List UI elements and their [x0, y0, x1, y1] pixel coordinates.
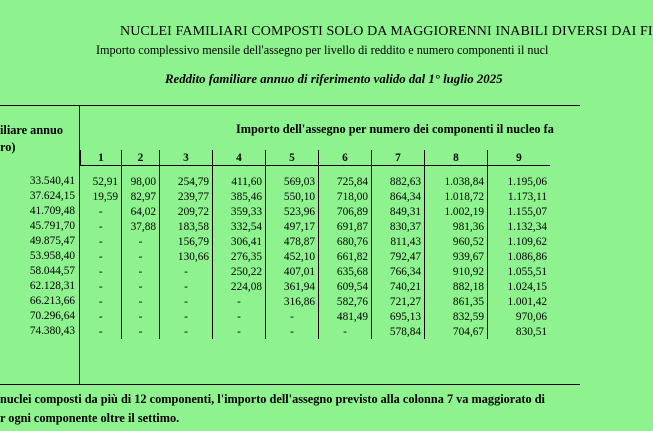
table-row	[81, 324, 551, 339]
amount-cell: -	[266, 324, 319, 339]
amount-cell: -	[160, 309, 213, 324]
amount-cell: 98,00	[122, 166, 160, 190]
income-value: 49.875,47	[29, 235, 75, 247]
amount-cell: 1.001,42	[488, 294, 551, 309]
amount-cell: -	[122, 234, 160, 249]
amount-table	[80, 150, 550, 339]
amount-cell: -	[98, 205, 103, 218]
amount-cell: 52,91	[92, 175, 118, 188]
amount-cell: 740,21	[372, 279, 425, 294]
column-header-7: 7	[372, 150, 425, 166]
amount-cell: 832,59	[425, 309, 488, 324]
column-header-3: 3	[160, 150, 213, 166]
amount-cell: 239,77	[160, 189, 213, 204]
amount-cell: 691,87	[319, 219, 372, 234]
table-bottom-rule	[0, 384, 580, 385]
amount-cell: 385,46	[213, 189, 266, 204]
amount-cell: 864,34	[372, 189, 425, 204]
amount-cell: 359,33	[213, 204, 266, 219]
amount-cell: -	[122, 294, 160, 309]
amount-cell: -	[213, 309, 266, 324]
table-row	[81, 294, 551, 309]
amount-cell: 411,60	[213, 166, 266, 190]
amount-columns-header: Importo dell'assegno per numero dei componenti il nucleo fa	[236, 122, 554, 136]
amount-cell: -	[160, 279, 213, 294]
amount-cell: 1.086,86	[488, 249, 551, 264]
income-value: 37.624,15	[29, 190, 75, 202]
column-header-5: 5	[266, 150, 319, 166]
amount-cell: 19,59	[92, 190, 118, 203]
income-value: 41.709,48	[29, 205, 75, 217]
amount-cell: 609,54	[319, 279, 372, 294]
amount-cell: 792,47	[372, 249, 425, 264]
table-row	[81, 189, 551, 204]
amount-cell: 1.018,72	[425, 189, 488, 204]
amount-cell: 882,63	[372, 166, 425, 190]
amount-cell: 156,79	[160, 234, 213, 249]
amount-cell: -	[98, 295, 103, 308]
amount-cell: 1.024,15	[488, 279, 551, 294]
amount-cell: 37,88	[122, 219, 160, 234]
income-value: 33.540,41	[29, 175, 75, 187]
amount-cell: 1.038,84	[425, 166, 488, 190]
column-header-9: 9	[488, 150, 551, 166]
amount-cell: -	[213, 324, 266, 339]
table-row	[81, 234, 551, 249]
amount-cell: 970,06	[488, 309, 551, 324]
amount-cell: 478,87	[266, 234, 319, 249]
amount-cell: 250,22	[213, 264, 266, 279]
amount-cell: 130,66	[160, 249, 213, 264]
amount-cell: -	[98, 235, 103, 248]
amount-cell: 209,72	[160, 204, 213, 219]
amount-cell: 578,84	[372, 324, 425, 339]
amount-cell: 1.155,07	[488, 204, 551, 219]
amount-cell: -	[266, 309, 319, 324]
column-header-2: 2	[122, 150, 160, 166]
footnote-line2: r ogni componente oltre il settimo.	[0, 411, 180, 425]
table-row	[81, 204, 551, 219]
amount-cell: -	[122, 249, 160, 264]
column-header-1: 1	[81, 150, 122, 166]
amount-cell: 861,35	[425, 294, 488, 309]
amount-cell: 680,76	[319, 234, 372, 249]
amount-cell: -	[160, 324, 213, 339]
amount-cell: 332,54	[213, 219, 266, 234]
amount-cell: 452,10	[266, 249, 319, 264]
table-row	[81, 249, 551, 264]
amount-cell: 910,92	[425, 264, 488, 279]
footnote-line1: nuclei composti da più di 12 componenti, l'importo dell'assegno previsto alla colonna 7 va maggiorato di	[0, 392, 545, 406]
amount-cell: 721,27	[372, 294, 425, 309]
income-value: 58.044,57	[29, 265, 75, 277]
amount-cell: 706,89	[319, 204, 372, 219]
amount-cell: -	[122, 309, 160, 324]
income-column	[0, 166, 75, 339]
amount-cell: 497,17	[266, 219, 319, 234]
amount-cell: -	[319, 324, 372, 339]
page-subtitle: Importo complessivo mensile dell'assegno per livello di reddito e numero componenti il nucl	[96, 43, 549, 57]
amount-cell: 407,01	[266, 264, 319, 279]
income-value: 70.296,64	[29, 310, 75, 322]
amount-cell: 582,76	[319, 294, 372, 309]
amount-cell: 523,96	[266, 204, 319, 219]
income-value: 62.128,31	[29, 280, 75, 292]
footnote	[0, 390, 545, 428]
amount-cell: 481,49	[319, 309, 372, 324]
amount-cell: 811,43	[372, 234, 425, 249]
amount-cell: 1.002,19	[425, 204, 488, 219]
amount-cell: 224,08	[213, 279, 266, 294]
amount-cell: 1.109,62	[488, 234, 551, 249]
amount-cell: -	[98, 265, 103, 278]
amount-cell: -	[160, 264, 213, 279]
amount-cell: 882,18	[425, 279, 488, 294]
amount-cell: 704,67	[425, 324, 488, 339]
amount-cell: 276,35	[213, 249, 266, 264]
amount-cell: -	[98, 280, 103, 293]
amount-cell: 1.055,51	[488, 264, 551, 279]
amount-cell: 830,37	[372, 219, 425, 234]
column-header-8: 8	[425, 150, 488, 166]
amount-cell: 981,36	[425, 219, 488, 234]
amount-cell: -	[122, 264, 160, 279]
amount-cell: 306,41	[213, 234, 266, 249]
amount-cell: 1.173,11	[488, 189, 551, 204]
component-count-header-row	[81, 150, 551, 166]
amount-cell: 550,10	[266, 189, 319, 204]
amount-cell: 183,58	[160, 219, 213, 234]
amount-cell: -	[98, 325, 103, 338]
table-row	[81, 264, 551, 279]
amount-cell: 695,13	[372, 309, 425, 324]
amount-cell: 361,94	[266, 279, 319, 294]
amount-cell: 1.195,06	[488, 166, 551, 190]
amount-cell: 661,82	[319, 249, 372, 264]
amount-cell: 939,67	[425, 249, 488, 264]
table-row	[81, 219, 551, 234]
column-header-6: 6	[319, 150, 372, 166]
income-value: 66.213,66	[29, 295, 75, 307]
amount-cell: -	[98, 310, 103, 323]
amount-cell: -	[122, 324, 160, 339]
amount-cell: -	[160, 294, 213, 309]
amount-cell: 766,34	[372, 264, 425, 279]
income-value: 45.791,70	[29, 220, 75, 232]
table-row	[81, 309, 551, 324]
amount-cell: -	[98, 220, 103, 233]
amount-cell: 82,97	[122, 189, 160, 204]
income-header-line1: iliare annuo	[0, 123, 63, 137]
amount-cell: 64,02	[122, 204, 160, 219]
income-header-line2: ro)	[0, 140, 16, 154]
amount-cell: 849,31	[372, 204, 425, 219]
amount-cell: 569,03	[266, 166, 319, 190]
amount-cell: 254,79	[160, 166, 213, 190]
amount-cell: -	[98, 250, 103, 263]
amount-cell: 1.132,34	[488, 219, 551, 234]
amount-cell: -	[213, 294, 266, 309]
income-value: 74.380,43	[29, 325, 75, 337]
amount-cell: 960,52	[425, 234, 488, 249]
income-column-header	[0, 122, 78, 156]
amount-cell: 316,86	[266, 294, 319, 309]
table-row	[81, 166, 551, 190]
income-value: 53.958,40	[29, 250, 75, 262]
reference-period: Reddito familiare annuo di riferimento valido dal 1° luglio 2025	[165, 72, 503, 86]
amount-cell: 725,84	[319, 166, 372, 190]
column-header-4: 4	[213, 150, 266, 166]
page-title: NUCLEI FAMILIARI COMPOSTI SOLO DA MAGGIORENNI INABILI DIVERSI DAI FI	[120, 24, 653, 39]
table-row	[81, 279, 551, 294]
amount-cell: 718,00	[319, 189, 372, 204]
amount-cell: 635,68	[319, 264, 372, 279]
amount-cell: 830,51	[488, 324, 551, 339]
amount-cell: -	[122, 279, 160, 294]
